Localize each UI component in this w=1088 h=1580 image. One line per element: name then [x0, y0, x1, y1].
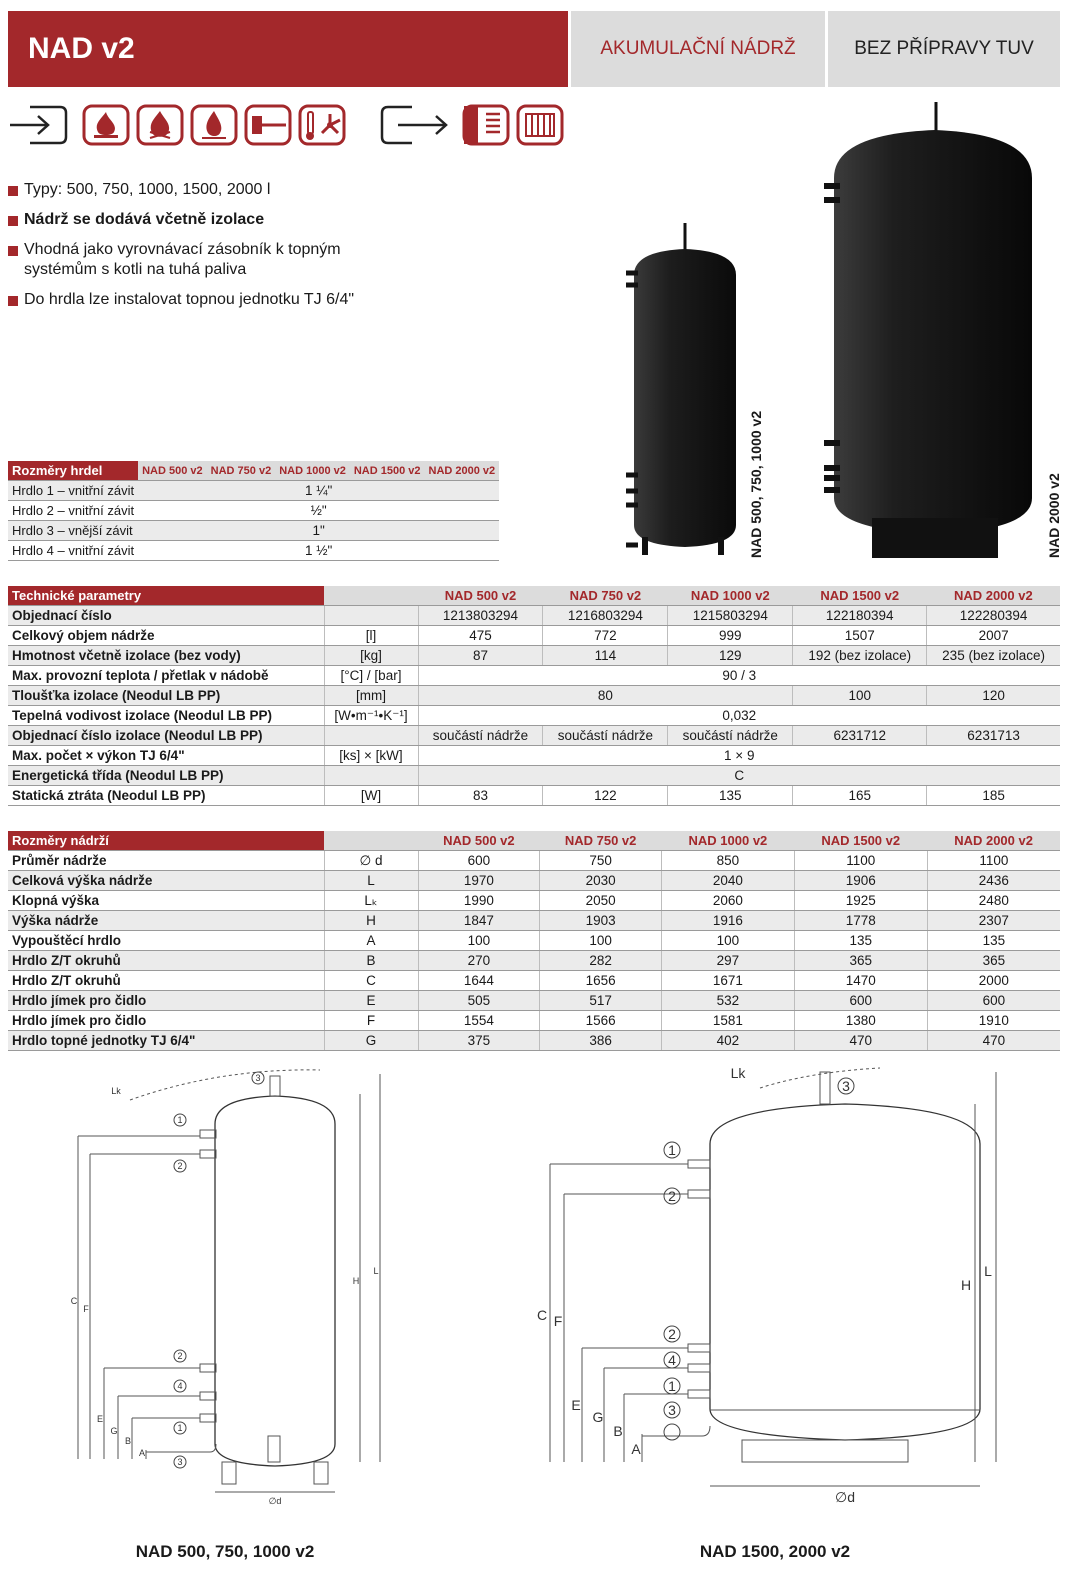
row-label: Hmotnost včetně izolace (bez vody) [8, 646, 324, 666]
row-value: 1" [138, 521, 499, 541]
cell: 1554 [418, 1011, 540, 1031]
cell: 135 [668, 786, 793, 806]
drawing-label: ∅d [268, 1496, 282, 1506]
row-label: Objednací číslo izolace (Neodul LB PP) [8, 726, 324, 746]
cell: 1566 [540, 1011, 662, 1031]
column-header: NAD 750 v2 [207, 461, 276, 481]
drawing-label: 4 [668, 1352, 676, 1368]
cell: 375 [418, 1031, 540, 1051]
drawing-label: F [553, 1313, 563, 1329]
cell: 2480 [927, 891, 1060, 911]
cell: 2307 [927, 911, 1060, 931]
drawing-label: 3 [177, 1457, 183, 1467]
table-header-row [8, 831, 1060, 851]
row-label: Max. počet × výkon TJ 6/4" [8, 746, 324, 766]
row-label: Vypouštěcí hrdlo [8, 931, 324, 951]
row-unit: [mm] [324, 686, 418, 706]
column-header: NAD 2000 v2 [425, 461, 500, 481]
cell: 999 [668, 626, 793, 646]
cell: 120 [927, 686, 1060, 706]
cell: 6231713 [927, 726, 1060, 746]
column-header: NAD 1000 v2 [275, 461, 350, 481]
cell: 475 [418, 626, 543, 646]
drawing-label: 1 [668, 1378, 676, 1394]
table-row [8, 481, 499, 501]
heat-source-icons [8, 102, 568, 148]
column-header: NAD 750 v2 [540, 831, 662, 851]
cell: 270 [418, 951, 540, 971]
drawing-label: F [83, 1304, 89, 1314]
drawing-label: C [536, 1307, 548, 1323]
page-title: NAD v2 [8, 11, 568, 87]
row-symbol: F [324, 1011, 418, 1031]
cell: 2000 [927, 971, 1060, 991]
cell: 1 × 9 [418, 746, 1060, 766]
table-header-row [8, 461, 499, 481]
row-label: Klopná výška [8, 891, 324, 911]
column-header: NAD 1000 v2 [668, 586, 793, 606]
feature-list [8, 180, 428, 320]
table-header: Rozměry nádrží [8, 831, 324, 851]
row-label: Statická ztráta (Neodul LB PP) [8, 786, 324, 806]
cell: 1215803294 [668, 606, 793, 626]
cell: 0,032 [418, 706, 1060, 726]
cell: 114 [543, 646, 668, 666]
column-header: NAD 1500 v2 [794, 831, 927, 851]
cell: 772 [543, 626, 668, 646]
drawing-label: A [138, 1448, 146, 1458]
fire-icon [138, 106, 182, 144]
table-row [8, 851, 1060, 871]
drawing-label: H [352, 1276, 360, 1286]
drawing-label: 4 [177, 1381, 183, 1391]
table-row [8, 521, 499, 541]
drawing-label: 3 [668, 1402, 676, 1418]
cell: 1581 [662, 1011, 795, 1031]
feature-item: Do hrdla lze instalovat topnou jednotku TJ 6/4" [8, 290, 428, 310]
cell: 1216803294 [543, 606, 668, 626]
photo-label-large: NAD 2000 v2 [1046, 473, 1062, 558]
drawing-caption-left: NAD 500, 750, 1000 v2 [135, 1542, 315, 1561]
table-row [8, 786, 1060, 806]
cell: 1100 [927, 851, 1060, 871]
input-arrow-icon [10, 107, 66, 143]
cell: 122180394 [793, 606, 927, 626]
flame-icon [192, 106, 236, 144]
photo-label-small: NAD 500, 750, 1000 v2 [748, 410, 764, 558]
cell: 365 [927, 951, 1060, 971]
drawing-label: Lk [111, 1086, 121, 1096]
cell: 282 [540, 951, 662, 971]
drawing-label: 3 [255, 1073, 261, 1083]
cell: 235 (bez izolace) [927, 646, 1060, 666]
table-row [8, 606, 1060, 626]
cell: 122280394 [927, 606, 1060, 626]
row-label: Hrdlo Z/T okruhů [8, 971, 324, 991]
cell: 135 [794, 931, 927, 951]
cell: 600 [794, 991, 927, 1011]
cell: 1916 [662, 911, 795, 931]
tank-dimensions-table [8, 831, 1060, 1051]
solid-fuel-icon [84, 106, 128, 144]
cell: 1507 [793, 626, 927, 646]
table-row [8, 1031, 1060, 1051]
drawing-label: G [592, 1409, 604, 1425]
row-label: Hrdlo jímek pro čidlo [8, 1011, 324, 1031]
drawing-label: 2 [668, 1188, 676, 1204]
table-row [8, 1011, 1060, 1031]
tank-photo-small [620, 215, 760, 565]
drawing-small-tank [60, 1064, 400, 1512]
row-symbol: B [324, 951, 418, 971]
row-unit [324, 726, 418, 746]
row-symbol: Lₖ [324, 891, 418, 911]
cell: 2436 [927, 871, 1060, 891]
row-label: Tepelná vodivost izolace (Neodul LB PP) [8, 706, 324, 726]
cell: 185 [927, 786, 1060, 806]
row-symbol: E [324, 991, 418, 1011]
cell: 1671 [662, 971, 795, 991]
cell: 386 [540, 1031, 662, 1051]
cell: 365 [794, 951, 927, 971]
cell: 100 [540, 931, 662, 951]
column-header: NAD 1500 v2 [350, 461, 425, 481]
row-label: Max. provozní teplota / přetlak v nádobě [8, 666, 324, 686]
row-symbol: C [324, 971, 418, 991]
drawing-label: ∅d [835, 1489, 855, 1505]
heat-pump-icon [300, 106, 344, 144]
cell: 129 [668, 646, 793, 666]
row-label: Tloušťka izolace (Neodul LB PP) [8, 686, 324, 706]
table-row [8, 646, 1060, 666]
table-row [8, 626, 1060, 646]
cell: 1910 [927, 1011, 1060, 1031]
drawing-label: 3 [842, 1078, 850, 1094]
drawing-label: H [960, 1277, 972, 1293]
row-unit [324, 766, 418, 786]
table-row [8, 666, 1060, 686]
drawing-label: E [96, 1414, 104, 1424]
cell: 100 [418, 931, 540, 951]
cell: 1656 [540, 971, 662, 991]
table-row [8, 706, 1060, 726]
table-row [8, 871, 1060, 891]
table-row [8, 951, 1060, 971]
cell: 2040 [662, 871, 795, 891]
column-header: NAD 500 v2 [138, 461, 207, 481]
symbol-column-header [324, 831, 418, 851]
cell: 470 [794, 1031, 927, 1051]
cell: 1380 [794, 1011, 927, 1031]
cell: 402 [662, 1031, 795, 1051]
header [8, 11, 1060, 87]
table-row [8, 971, 1060, 991]
row-unit [324, 606, 418, 626]
cell: 297 [662, 951, 795, 971]
row-label: Hrdlo 4 – vnitřní závit [8, 541, 138, 561]
table-row [8, 991, 1060, 1011]
drawing-label: Lk [730, 1065, 746, 1081]
row-symbol: H [324, 911, 418, 931]
cell: 1470 [794, 971, 927, 991]
cell: 1925 [794, 891, 927, 911]
row-label: Hrdlo jímek pro čidlo [8, 991, 324, 1011]
table-row [8, 911, 1060, 931]
column-header: NAD 2000 v2 [927, 831, 1060, 851]
cell: 80 [418, 686, 793, 706]
cell: 600 [418, 851, 540, 871]
table-row [8, 501, 499, 521]
cell: 600 [927, 991, 1060, 1011]
drawing-label: A [631, 1441, 641, 1457]
feature-item: Nádrž se dodává včetně izolace [8, 210, 428, 230]
row-value: 1 ¼" [138, 481, 499, 501]
row-label: Hrdlo topné jednotky TJ 6/4" [8, 1031, 324, 1051]
row-label: Hrdlo 2 – vnitřní závit [8, 501, 138, 521]
cell: 532 [662, 991, 795, 1011]
row-unit: [l] [324, 626, 418, 646]
feature-item: Typy: 500, 750, 1000, 1500, 2000 l [8, 180, 428, 200]
drawing-label: B [124, 1436, 132, 1446]
drawing-label: 2 [668, 1326, 676, 1342]
cell: 850 [662, 851, 795, 871]
row-unit: [W•m⁻¹•K⁻¹] [324, 706, 418, 726]
radiator-icon [464, 106, 508, 144]
output-arrow-icon [382, 107, 446, 143]
column-header: NAD 500 v2 [418, 831, 540, 851]
table-header: Rozměry hrdel [8, 461, 138, 481]
cell: 135 [927, 931, 1060, 951]
table-row [8, 931, 1060, 951]
feature-item: Vhodná jako vyrovnávací zásobník k topným systémům s kotli na tuhá paliva [8, 240, 394, 280]
cell: 517 [540, 991, 662, 1011]
drawing-label: 1 [177, 1423, 183, 1433]
cell: 1778 [794, 911, 927, 931]
cell: 2060 [662, 891, 795, 911]
cell: 1970 [418, 871, 540, 891]
technical-parameters-table [8, 586, 1060, 806]
cell: 2007 [927, 626, 1060, 646]
cell: 122 [543, 786, 668, 806]
drawing-label: 2 [177, 1161, 183, 1171]
cell: součástí nádrže [543, 726, 668, 746]
cell: C [418, 766, 1060, 786]
cell: 83 [418, 786, 543, 806]
nozzle-dimensions-table [8, 461, 499, 561]
row-value: 1 ½" [138, 541, 499, 561]
drawing-label: 1 [177, 1115, 183, 1125]
row-symbol: A [324, 931, 418, 951]
cell: 165 [793, 786, 927, 806]
row-symbol: ∅ d [324, 851, 418, 871]
row-label: Celková výška nádrže [8, 871, 324, 891]
cell: součástí nádrže [418, 726, 543, 746]
table-row [8, 686, 1060, 706]
cell: 2050 [540, 891, 662, 911]
cell: 100 [662, 931, 795, 951]
row-label: Objednací číslo [8, 606, 324, 626]
table-header-row [8, 586, 1060, 606]
row-label: Hrdlo 1 – vnitřní závit [8, 481, 138, 501]
cell: 505 [418, 991, 540, 1011]
category-tag: AKUMULAČNÍ NÁDRŽ [571, 11, 825, 87]
electric-heater-icon [246, 106, 290, 144]
drawing-label: C [70, 1296, 78, 1306]
cell: 750 [540, 851, 662, 871]
row-label: Hrdlo 3 – vnější závit [8, 521, 138, 541]
cell: 470 [927, 1031, 1060, 1051]
row-unit: [ks] × [kW] [324, 746, 418, 766]
drawing-label: 2 [177, 1351, 183, 1361]
tank-photo-large [820, 98, 1040, 563]
row-label: Průměr nádrže [8, 851, 324, 871]
cell: 90 / 3 [418, 666, 1060, 686]
cell: 100 [793, 686, 927, 706]
column-header: NAD 2000 v2 [927, 586, 1060, 606]
row-symbol: L [324, 871, 418, 891]
drawing-label: L [984, 1263, 992, 1279]
cell: 1990 [418, 891, 540, 911]
cell: 87 [418, 646, 543, 666]
drawing-label: B [613, 1423, 623, 1439]
cell: součástí nádrže [668, 726, 793, 746]
row-label: Výška nádrže [8, 911, 324, 931]
drawing-label: L [373, 1266, 379, 1276]
drawing-label: E [571, 1397, 581, 1413]
unit-column-header [324, 586, 418, 606]
cell: 192 (bez izolace) [793, 646, 927, 666]
cell: 1100 [794, 851, 927, 871]
cell: 1213803294 [418, 606, 543, 626]
row-label: Energetická třída (Neodul LB PP) [8, 766, 324, 786]
table-row [8, 541, 499, 561]
column-header: NAD 750 v2 [543, 586, 668, 606]
row-unit: [W] [324, 786, 418, 806]
drawing-large-tank [520, 1064, 1010, 1512]
cell: 2030 [540, 871, 662, 891]
drawing-caption-right: NAD 1500, 2000 v2 [699, 1542, 851, 1561]
row-label: Celkový objem nádrže [8, 626, 324, 646]
drawing-label: 1 [668, 1142, 676, 1158]
row-symbol: G [324, 1031, 418, 1051]
row-value: ½" [138, 501, 499, 521]
feature-tag: BEZ PŘÍPRAVY TUV [828, 11, 1060, 87]
cell: 1903 [540, 911, 662, 931]
table-row [8, 766, 1060, 786]
cell: 6231712 [793, 726, 927, 746]
table-row [8, 891, 1060, 911]
row-label: Hrdlo Z/T okruhů [8, 951, 324, 971]
drawing-label: G [110, 1426, 118, 1436]
column-header: NAD 500 v2 [418, 586, 543, 606]
table-header: Technické parametry [8, 586, 324, 606]
table-row [8, 726, 1060, 746]
cell: 1906 [794, 871, 927, 891]
column-header: NAD 1500 v2 [793, 586, 927, 606]
heating-panel-icon [518, 106, 562, 144]
cell: 1644 [418, 971, 540, 991]
row-unit: [°C] / [bar] [324, 666, 418, 686]
column-header: NAD 1000 v2 [662, 831, 795, 851]
cell: 1847 [418, 911, 540, 931]
row-unit: [kg] [324, 646, 418, 666]
table-row [8, 746, 1060, 766]
